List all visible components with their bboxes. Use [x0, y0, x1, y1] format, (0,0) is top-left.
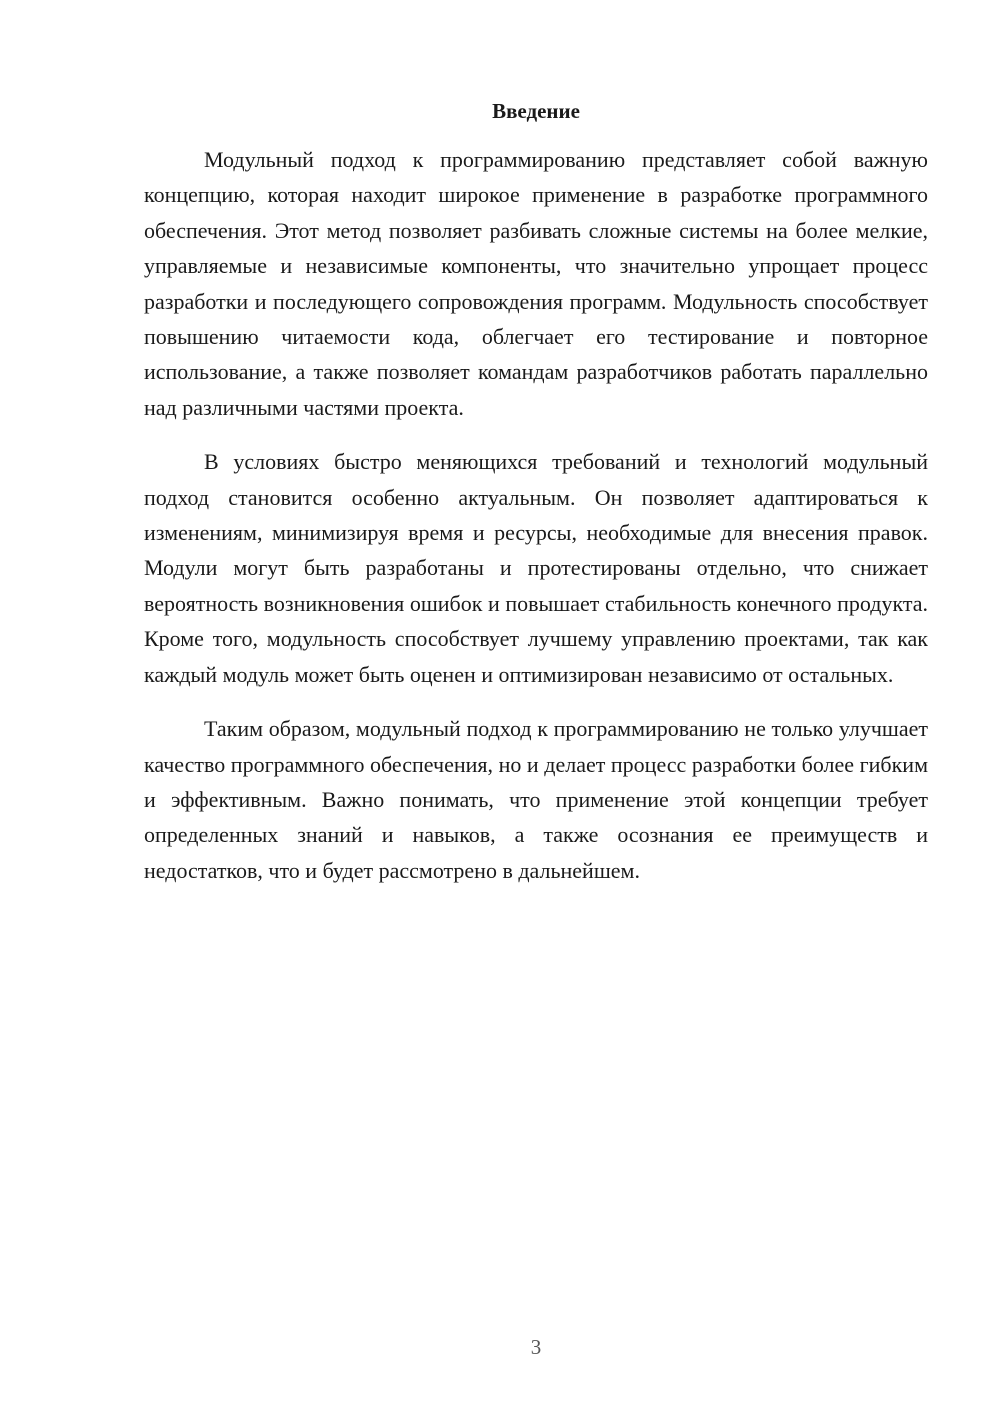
paragraph-1: Модульный подход к программированию представляет собой важную концепцию, которая находит широкое применение в разработке программного обеспечения. Этот метод позволяет разбивать сложные системы на более мелкие, управляемые и независимые компоненты, что значительно упрощает процесс разработки и последующего сопровождения программ. Модульность способствует повышению читаемости кода, облегчает его тестирование и повторное использование, а также позволяет командам разработчиков работать параллельно над различными частями проекта.: [144, 147, 928, 420]
page-title: Введение: [492, 99, 580, 123]
body-text: [144, 142, 928, 907]
paragraph-2: В условиях быстро меняющихся требований и технологий модульный подход становится особенно актуальным. Он позволяет адаптироваться к изменениям, минимизируя время и ресурсы, необходимые для внесения правок. Модули могут быть разработаны и протестированы отдельно, что снижает вероятность возникновения ошибок и повышает стабильность конечного продукта. Кроме того, модульность способствует лучшему управлению проектами, так как каждый модуль может быть оценен и оптимизирован независимо от остальных.: [144, 449, 928, 687]
page-number: 3: [530, 1335, 542, 1359]
paragraph-3: Таким образом, модульный подход к программированию не только улучшает качество программного обеспечения, но и делает процесс разработки более гибким и эффективным. Важно понимать, что применение этой концепции требует определенных знаний и навыков, а также осознания ее преимуществ и недостатков, что и будет рассмотрено в дальнейшем.: [144, 716, 928, 883]
